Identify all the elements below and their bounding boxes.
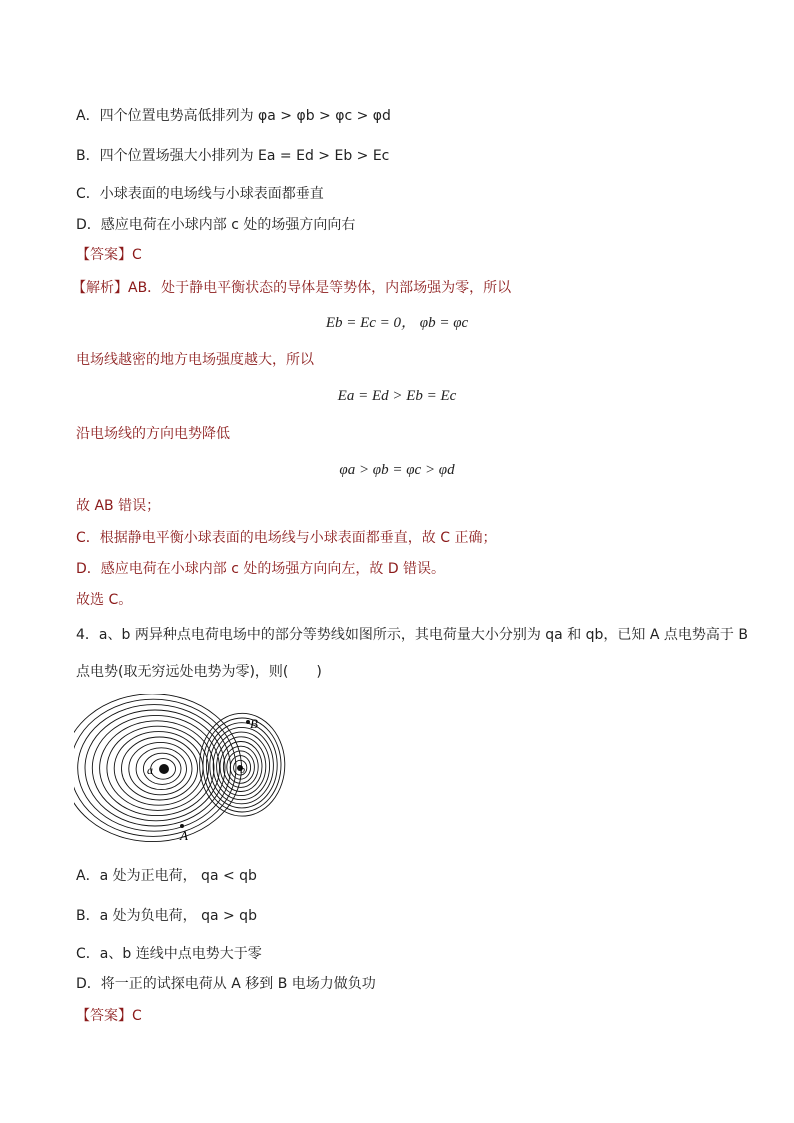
label-A: A xyxy=(180,828,188,843)
label-B: B xyxy=(250,716,258,731)
q4-option-b: B．a 处为负电荷， qa > qb xyxy=(76,908,257,924)
q4-stem-line-1: 4．a、b 两异种点电荷电场中的部分等势线如图所示，其电荷量大小分别为 qa 和 qb，已知 A 点电势高于 B xyxy=(76,627,748,643)
equipotential-ring-a xyxy=(78,705,231,832)
q3-analysis-text-2: 电场线越密的地方电场强度越大，所以 xyxy=(76,352,314,368)
q3-option-b: B．四个位置场强大小排列为 Ea = Ed > Eb > Ec xyxy=(76,148,390,164)
equipotential-figure xyxy=(74,694,294,844)
q4-option-a: A．a 处为正电荷， qa < qb xyxy=(76,868,257,884)
equipotential-ring-a xyxy=(100,721,214,816)
q4-stem-line-2: 点电势(取无穷远处电势为零)，则( ) xyxy=(76,664,322,680)
q4-answer: 【答案】C xyxy=(76,1008,142,1024)
q3-answer: 【答案】C xyxy=(76,247,142,263)
q3-option-c: C．小球表面的电场线与小球表面都垂直 xyxy=(76,186,324,202)
label-a: a xyxy=(147,763,153,777)
q3-equation-3: φa > φb = φc > φd xyxy=(339,462,455,478)
q3-analysis-text-4: 故 AB 错误； xyxy=(76,498,161,514)
q3-analysis-head: 【解析】AB．处于静电平衡状态的导体是等势体，内部场强为零，所以 xyxy=(72,280,512,296)
equipotential-ring-a xyxy=(85,710,225,826)
label-b: b xyxy=(240,765,245,776)
q3-equation-2: Ea = Ed > Eb = Ec xyxy=(337,388,457,404)
q4-option-d: D．将一正的试探电荷从 A 移到 B 电场力做负功 xyxy=(76,976,376,992)
q3-equation-1: Eb = Ec = 0， φb = φc xyxy=(325,315,469,331)
q3-option-d: D．感应电荷在小球内部 c 处的场强方向向右 xyxy=(76,217,356,233)
q4-option-c: C．a、b 连线中点电势大于零 xyxy=(76,946,262,962)
q3-analysis-text-6: D．感应电荷在小球内部 c 处的场强方向向左，故 D 错误。 xyxy=(76,561,446,577)
q3-analysis-text-7: 故选 C。 xyxy=(76,592,133,608)
q3-analysis-text-3: 沿电场线的方向电势降低 xyxy=(76,426,230,442)
q3-analysis-text-5: C．根据静电平衡小球表面的电场线与小球表面都垂直，故 C 正确； xyxy=(76,530,497,546)
q3-option-a: A．四个位置电势高低排列为 φa > φb > φc > φd xyxy=(76,108,391,124)
equipotential-ring-a xyxy=(107,726,209,810)
charge-a-dot xyxy=(159,764,169,774)
